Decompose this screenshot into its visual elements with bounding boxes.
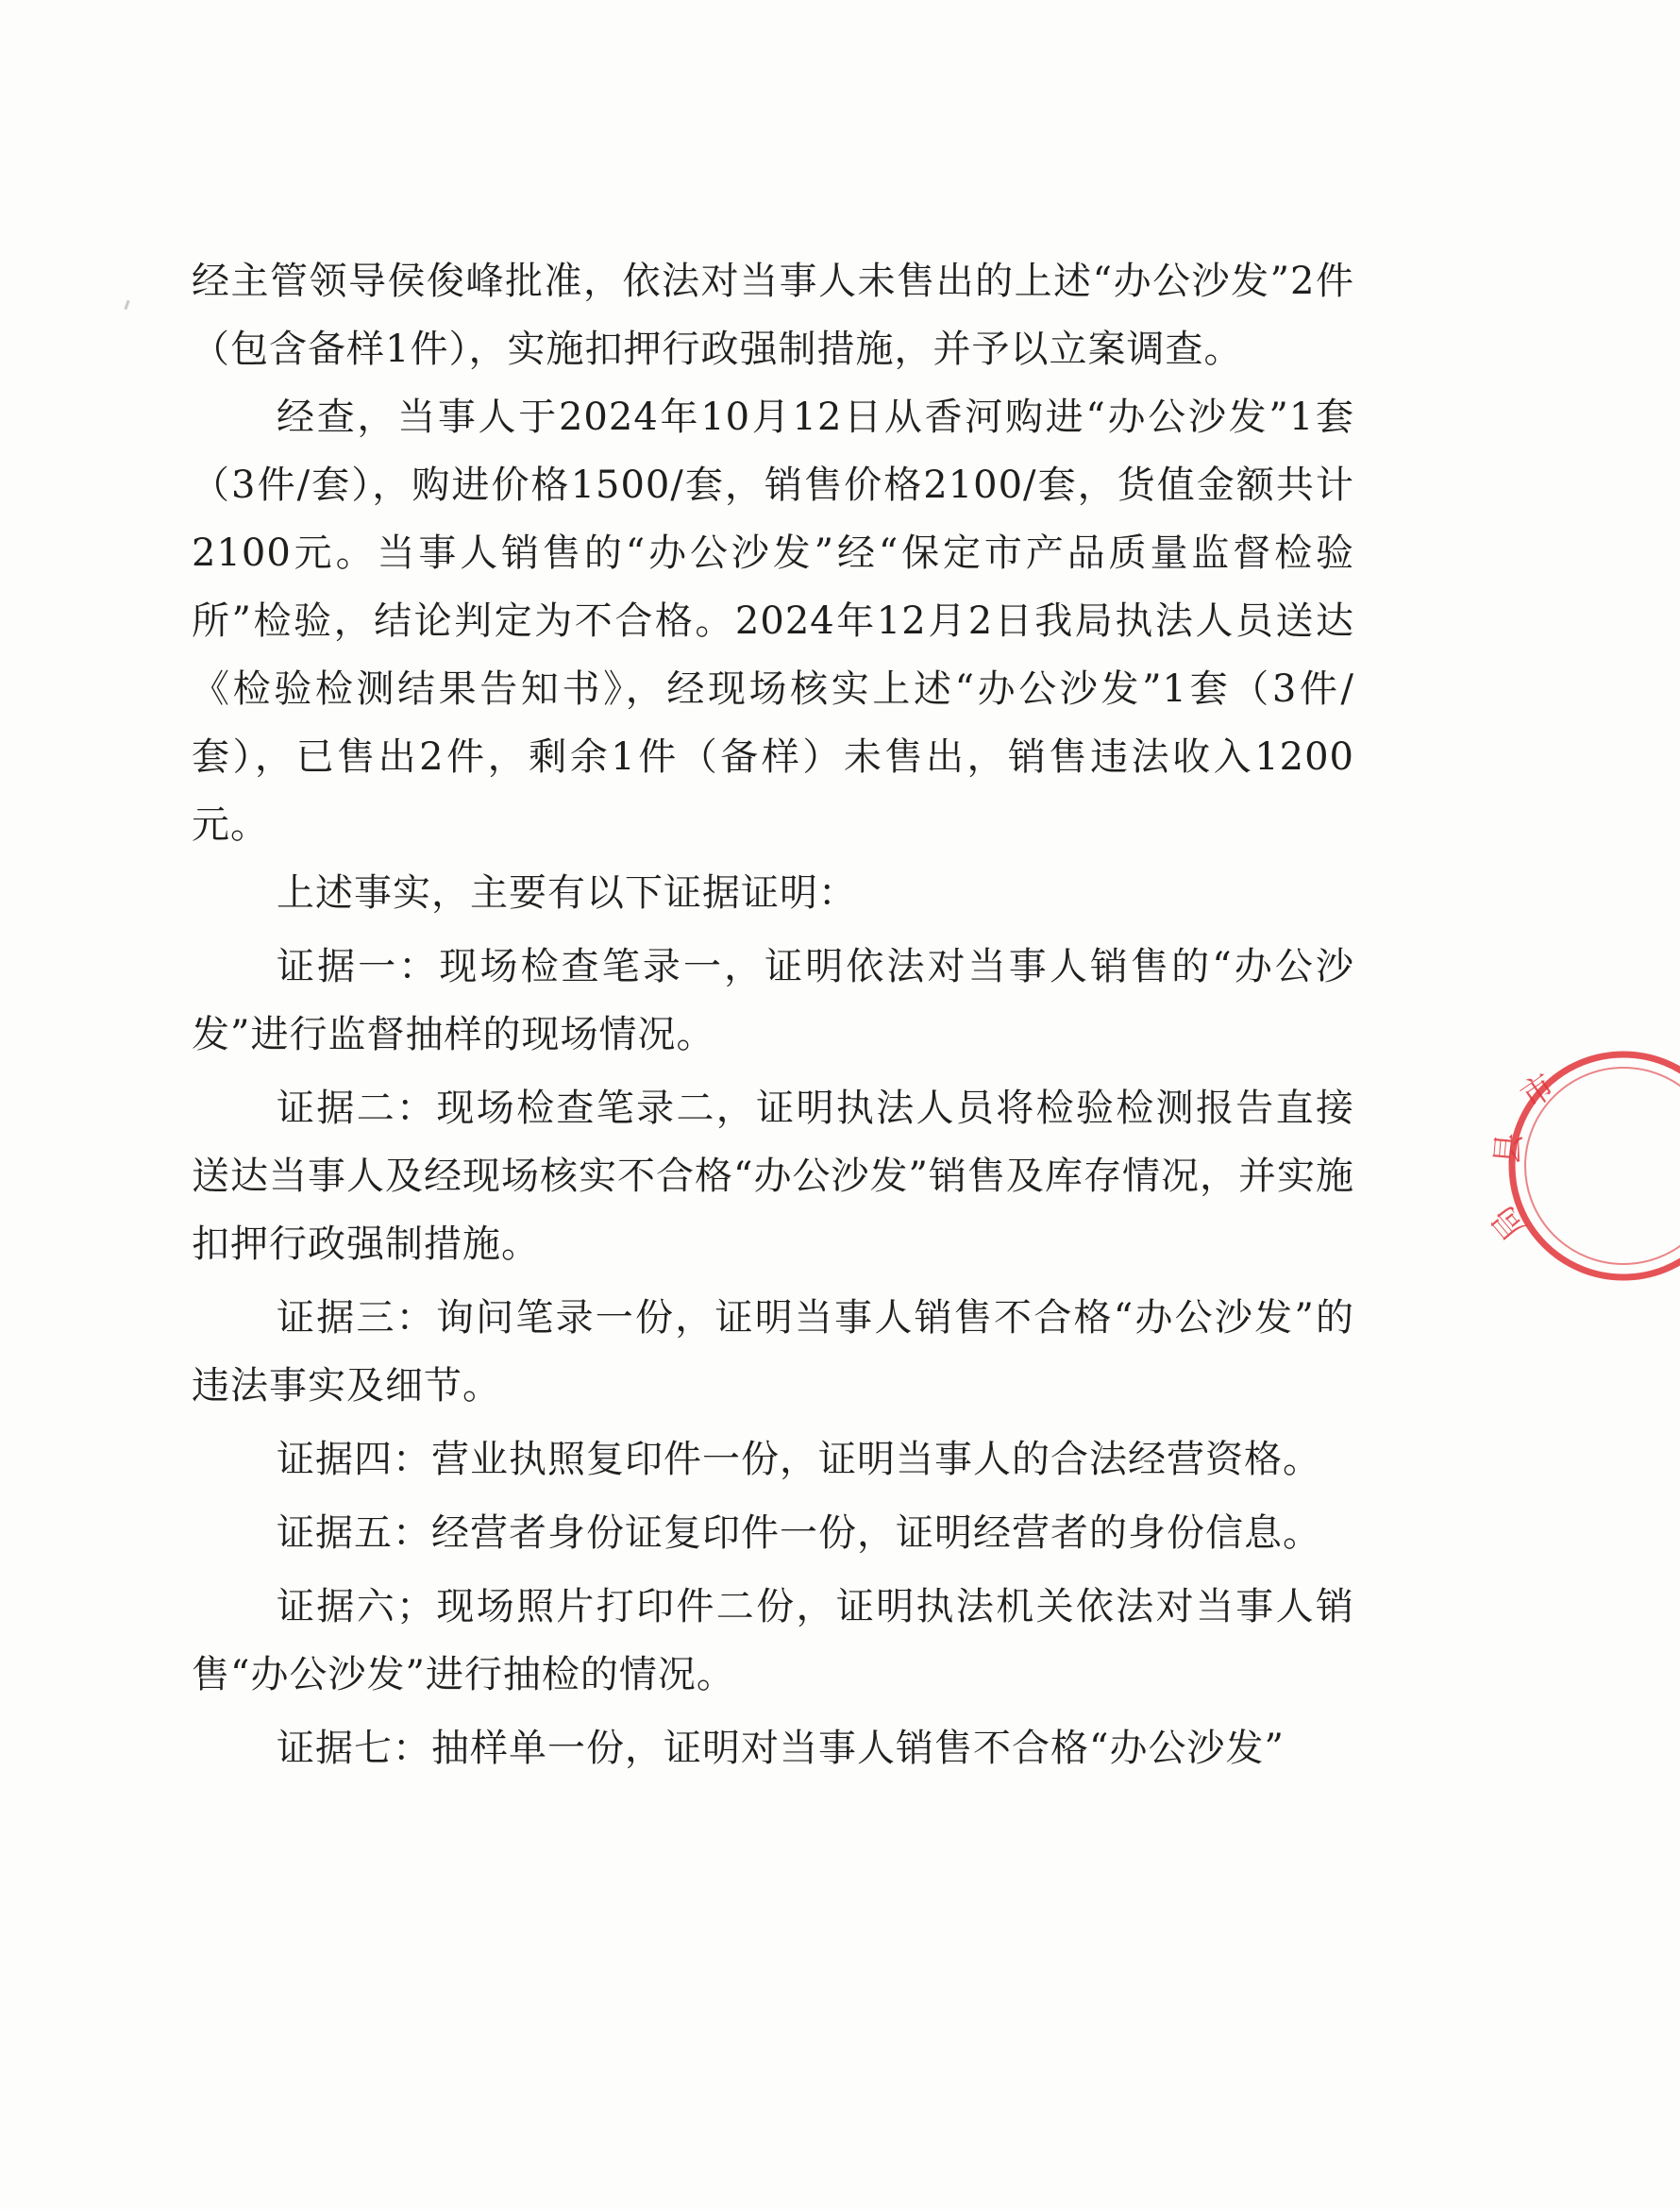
paragraph-evidence-3: 证据三：询问笔录一份，证明当事人销售不合格“办公沙发”的违法事实及细节。: [192, 1296, 1354, 1408]
paragraph-evidence-6: 证据六；现场照片打印件二份，证明执法机关依法对当事人销售“办公沙发”进行抽检的情况。: [192, 1585, 1354, 1696]
paragraph-evidence-4: 证据四：营业执照复印件一份，证明当事人的合法经营资格。: [277, 1438, 1321, 1481]
paragraph-evidence-1: 证据一：现场检查笔录一，证明依法对当事人销售的“办公沙发”进行监督抽样的现场情况。: [192, 945, 1354, 1056]
document-body: [192, 247, 1354, 1782]
paragraph-evidence-7: 证据七：抽样单一份，证明对当事人销售不合格“办公沙发”: [277, 1727, 1285, 1770]
paragraph-evidence-intro: 上述事实，主要有以下证据证明：: [277, 871, 857, 915]
official-seal: [1484, 1043, 1680, 1289]
paragraph-investigation: 经查，当事人于2024年10月12日从香河购进“办公沙发”1套（3件/套），购进价格1500/套，销售价格2100/套，货值金额共计2100元。当事人销售的“办公沙发”经“保定市产品质量监督检验所”检验，结论判定为不合格。2024年12月2日我局执法人员送达《检验检测结果告知书》，经现场核实上述“办公沙发”1套（3件/套），已售出2件，剩余1件（备样）未售出，销售违法收入1200元。: [192, 396, 1354, 847]
paragraph-evidence-5: 证据五：经营者身份证复印件一份，证明经营者的身份信息。: [277, 1511, 1321, 1555]
seal-char-1: 市: [1514, 1067, 1563, 1117]
scan-speck: [124, 300, 129, 310]
seal-char-2: 县: [1488, 1131, 1529, 1167]
paragraph-evidence-2: 证据二：现场检查笔录二，证明执法人员将检验检测报告直接送达当事人及经现场核实不合格“办公沙发”销售及库存情况，并实施扣押行政强制措施。: [192, 1087, 1354, 1266]
paragraph-approval: 经主管领导侯俊峰批准，依法对当事人未售出的上述“办公沙发”2件（包含备样1件），实施扣押行政强制措施，并予以立案调查。: [192, 260, 1354, 371]
seal-char-3: 局: [1484, 1198, 1534, 1247]
